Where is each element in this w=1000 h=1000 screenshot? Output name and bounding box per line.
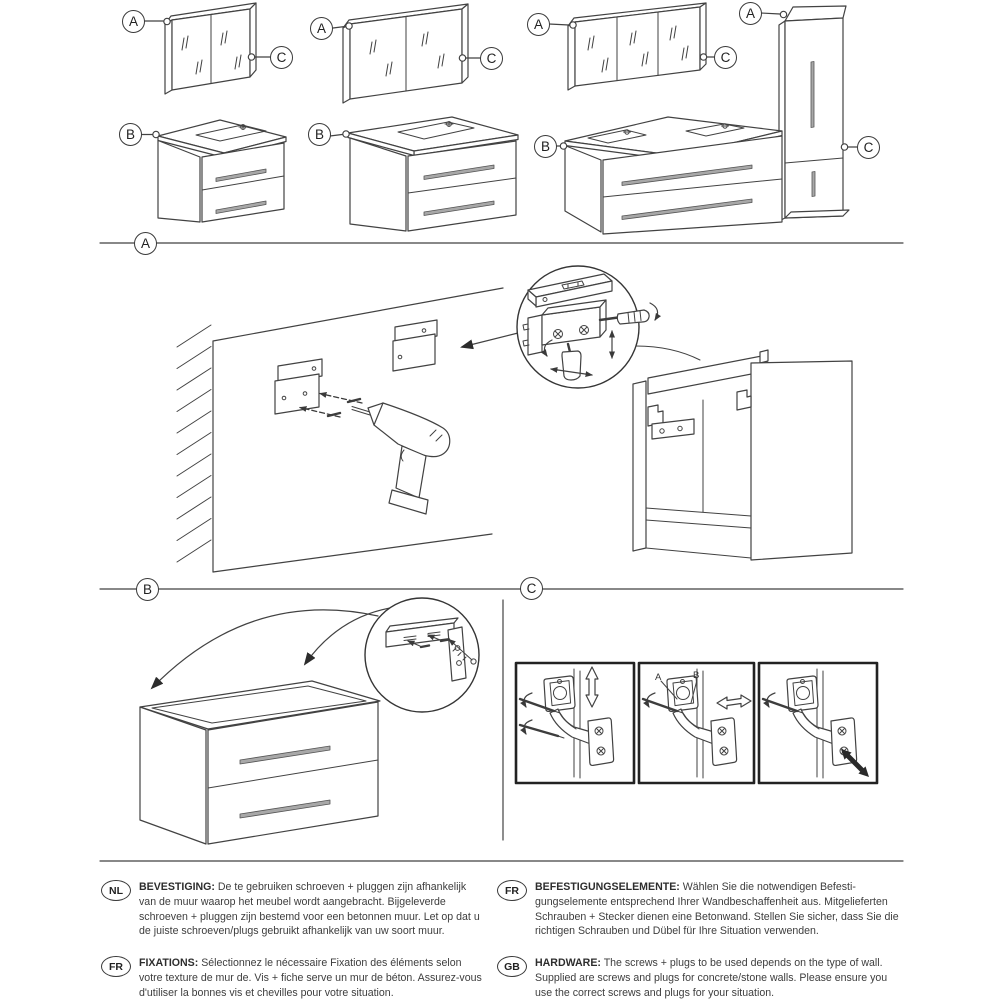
hinge-panel-1 xyxy=(516,663,634,783)
section-a-label: A xyxy=(134,232,157,255)
section-a-wall-mounting xyxy=(177,266,852,572)
vanity-medium xyxy=(330,117,518,231)
vanity-double xyxy=(556,117,782,234)
callout-b-vanity-small: B xyxy=(119,123,142,146)
cabinet-hanging-bracket-left xyxy=(648,405,694,439)
note-nl-lead: BEVESTIGING: xyxy=(139,881,215,893)
note-de-body: Wählen Sie die notwendigen Befestigungselemente entsprechend Ihrer Wandbeschaffenheit aus. Mitgelieferten Schrauben + Stecker dienen eine Betonwand. Stellen Sie sicher, dass Sie die richtigen Schrauben und Dübel für Ihre Situation verwenden. xyxy=(535,881,899,938)
callout-a-tall-cabinet: A xyxy=(739,2,762,25)
mirror-cabinet-2door-wide xyxy=(333,4,480,103)
note-fr xyxy=(139,956,485,1000)
callout-c-mirror-small: C xyxy=(270,46,293,69)
cabinet-back-view xyxy=(633,350,852,560)
note-de-lead: BEFESTIGUNGSELEMENTE: xyxy=(535,881,680,893)
callout-a-mirror-3door: A xyxy=(527,13,550,36)
section-c-label: C xyxy=(520,577,543,600)
section-b-label: B xyxy=(136,578,159,601)
note-fr-lead: FIXATIONS: xyxy=(139,957,199,969)
lang-badge-fr: FR xyxy=(101,956,131,977)
detail-circle-corner-bracket xyxy=(365,598,479,712)
cabinet-hanging-bracket-right xyxy=(737,390,751,410)
wall-bracket-lower xyxy=(275,359,322,414)
arrow-to-left-corner xyxy=(152,610,378,688)
mirror-cabinet-2door-small xyxy=(144,3,270,94)
callout-b-vanity-medium: B xyxy=(308,123,331,146)
section-c-hinge-adjustment xyxy=(516,663,877,783)
callout-a-mirror-wide: A xyxy=(310,17,333,40)
wall-bracket-upper xyxy=(393,320,437,371)
callout-b-vanity-double: B xyxy=(534,135,557,158)
callout-a-mirror-small: A xyxy=(122,10,145,33)
vanity-small xyxy=(141,120,286,222)
drill xyxy=(352,403,450,514)
note-nl-body: De te gebruiken schroeven + pluggen zijn afhankelijk van de muur waarop het meubel wordt aangebracht. Bijgeleverde schroeven + pluggen zijn bestemd voor een betonnen muur. Let op dat u de juiste schroeven/plugs gebruikt afhankelijk van uw soort muur. xyxy=(139,881,480,938)
detail-circle-bracket-adjuster xyxy=(517,266,658,388)
mirror-cabinet-3door xyxy=(549,3,714,90)
note-gb-body: The screws + plugs to be used depends on the type of wall. Supplied are screws and plugs for concrete/stone walls. Please ensure you use the correct screws and plugs for your situation. xyxy=(535,957,888,999)
note-nl xyxy=(139,880,485,939)
callout-c-mirror-wide: C xyxy=(480,47,503,70)
lang-badge-nl: NL xyxy=(101,880,131,901)
section-b-bracket-fitting xyxy=(140,598,479,844)
callout-c-tall-cabinet: C xyxy=(857,136,880,159)
note-gb xyxy=(535,956,907,1000)
wall-hatching xyxy=(177,325,211,562)
lang-badge-fr-de: FR xyxy=(497,880,527,901)
open-top-cabinet xyxy=(140,681,380,844)
note-de xyxy=(535,880,907,939)
note-fr-body: Sélectionnez le nécessaire Fixation des éléments selon votre texture de mur de. Vis + fiche serve un mur de béton. Assurez-vous d'utiliser la bonnes vis et chevilles pour votre situation. xyxy=(139,957,482,999)
hinge-screw-label-a: A xyxy=(655,672,662,683)
lang-badge-gb: GB xyxy=(497,956,527,977)
note-gb-lead: HARDWARE: xyxy=(535,957,601,969)
arrow-to-bracket xyxy=(462,333,518,347)
leader-to-cabinet xyxy=(636,346,700,360)
callout-c-mirror-3door: C xyxy=(714,46,737,69)
hinge-screw-label-b: B xyxy=(693,670,700,681)
